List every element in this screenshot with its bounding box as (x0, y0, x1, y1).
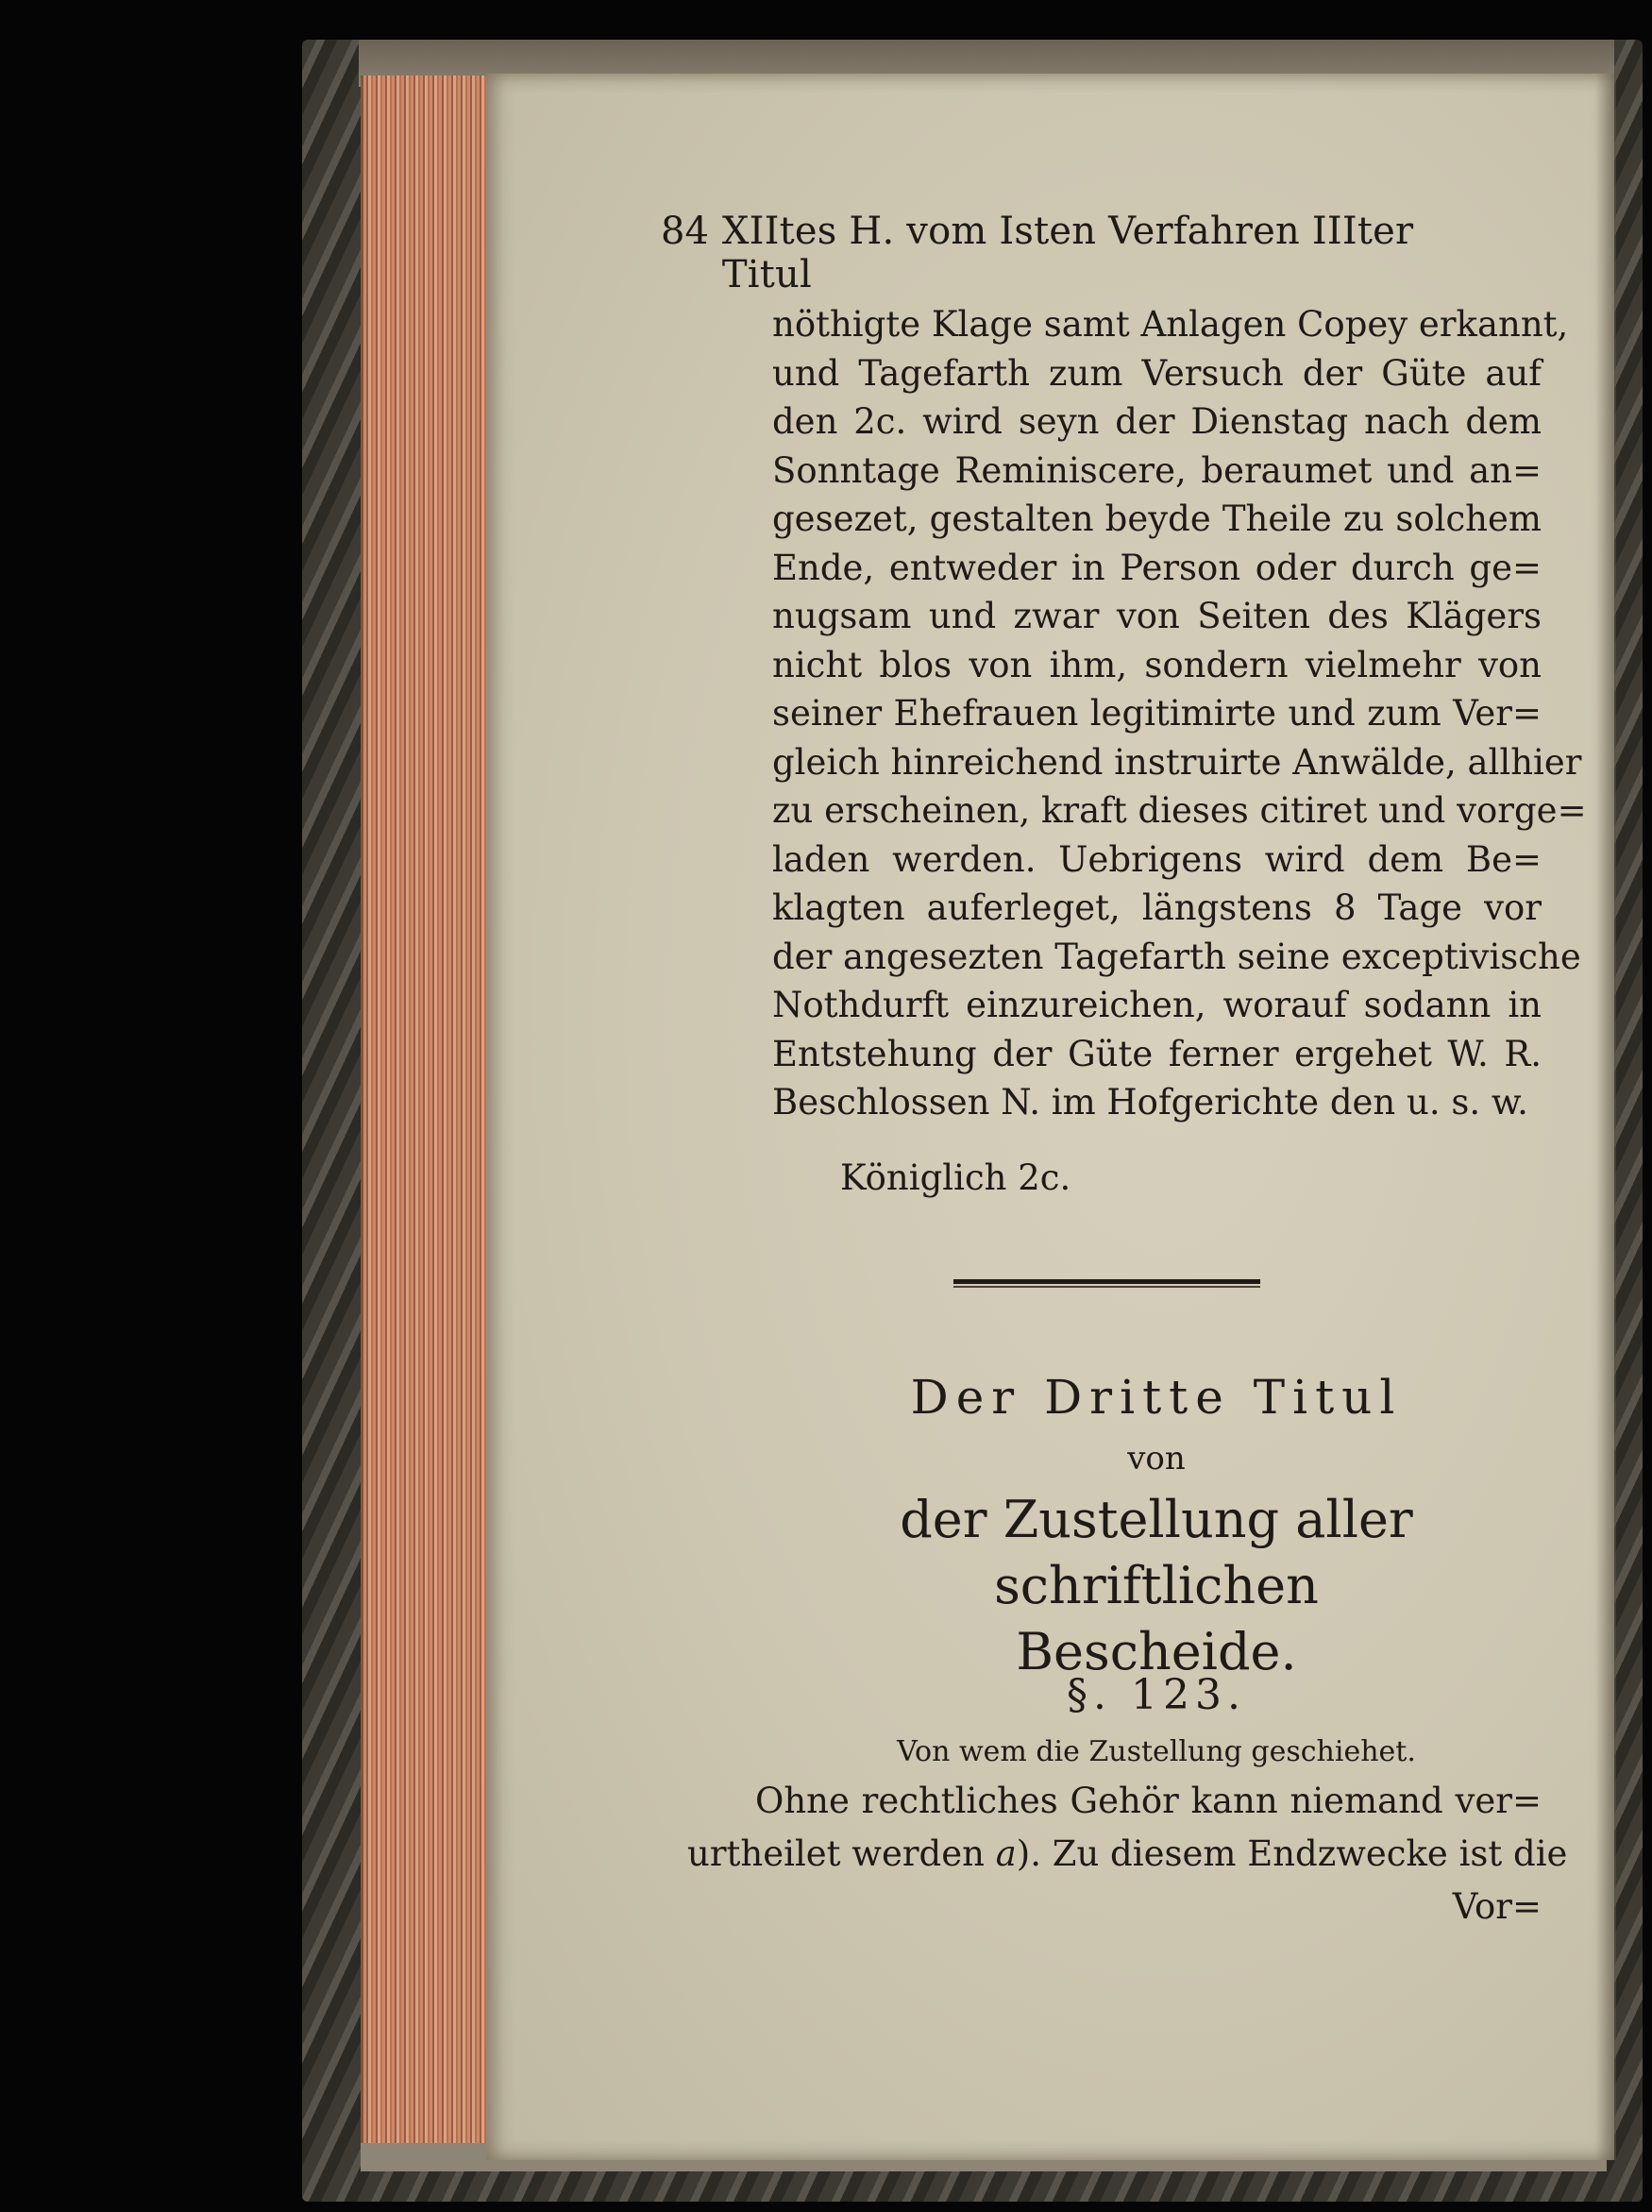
closing-formula: Königlich 2c. (840, 1157, 1071, 1198)
text-line: Sonntage Reminiscere, beraumet und an= (772, 449, 1542, 491)
title-line-4: Bescheide. (1016, 1622, 1297, 1681)
text-line: Nothdurft einzureichen, worauf sodann in (772, 985, 1542, 1025)
text-line: gleich hinreichend instruirte Anwälde, allhier (772, 741, 1582, 783)
title-line-3: der Zustellung aller schriftlichen (900, 1490, 1413, 1615)
title-line-2: von (1127, 1440, 1186, 1477)
divider-thick-line (953, 1279, 1260, 1284)
text-line: und Tagefarth zum Versuch der Güte auf (772, 352, 1542, 394)
text-line: Ohne rechtliches Gehör kann niemand ver= (755, 1781, 1542, 1821)
paragraph-2 (687, 1775, 1568, 1933)
text-segment: ). Zu diesem Endzwecke ist die (1016, 1833, 1568, 1874)
text-segment: urtheilet werden (687, 1833, 996, 1874)
page-gutter-shadow (1595, 74, 1616, 2160)
page-number: 84 (661, 210, 709, 253)
text-line: nicht blos von ihm, sondern vielmehr von (772, 644, 1542, 685)
text-line: nugsam und zwar von Seiten des Klägers (772, 596, 1542, 636)
running-header (661, 210, 1482, 296)
section-divider-rule (953, 1279, 1260, 1288)
page-block-edges (361, 76, 496, 2162)
text-line: gesezet, gestalten beyde Theile zu solchem (772, 498, 1542, 539)
section-subtitle: Von wem die Zustellung geschiehet. (897, 1735, 1416, 1768)
text-line: Ende, entweder in Person oder durch ge= (772, 547, 1542, 588)
text-line: Entstehung der Güte ferner ergehet W. R. (772, 1033, 1542, 1074)
catchword: Vor= (1452, 1886, 1542, 1927)
title-line-1: Der Dritte Titul (910, 1370, 1403, 1425)
text-line: Beschlossen N. im Hofgerichte den u. s. w. (772, 1082, 1528, 1123)
text-line: klagten auferleget, längstens 8 Tage vor (772, 887, 1542, 928)
chapter-title (769, 1364, 1543, 1685)
text-line: nöthigte Klage samt Anlagen Copey erkannt, (772, 304, 1569, 345)
section-number: §. 123. (1067, 1671, 1246, 1719)
text-line: seiner Ehefrauen legitimirte und zum Ver= (772, 693, 1542, 734)
text-line: den 2c. wird seyn der Dienstag nach dem (772, 401, 1542, 442)
running-title: XIItes H. vom Isten Verfahren IIIter Titul (721, 210, 1414, 296)
footnote-marker: a (995, 1833, 1017, 1874)
text-line: zu erscheinen, kraft dieses citiret und vorge= (772, 790, 1587, 831)
text-line (687, 1828, 1568, 1881)
paragraph-1 (772, 300, 1587, 1127)
text-line: der angesezten Tagefarth seine exceptivische (772, 936, 1581, 977)
text-line: laden werden. Uebrigens wird dem Be= (772, 838, 1542, 880)
divider-thin-line (953, 1286, 1260, 1288)
